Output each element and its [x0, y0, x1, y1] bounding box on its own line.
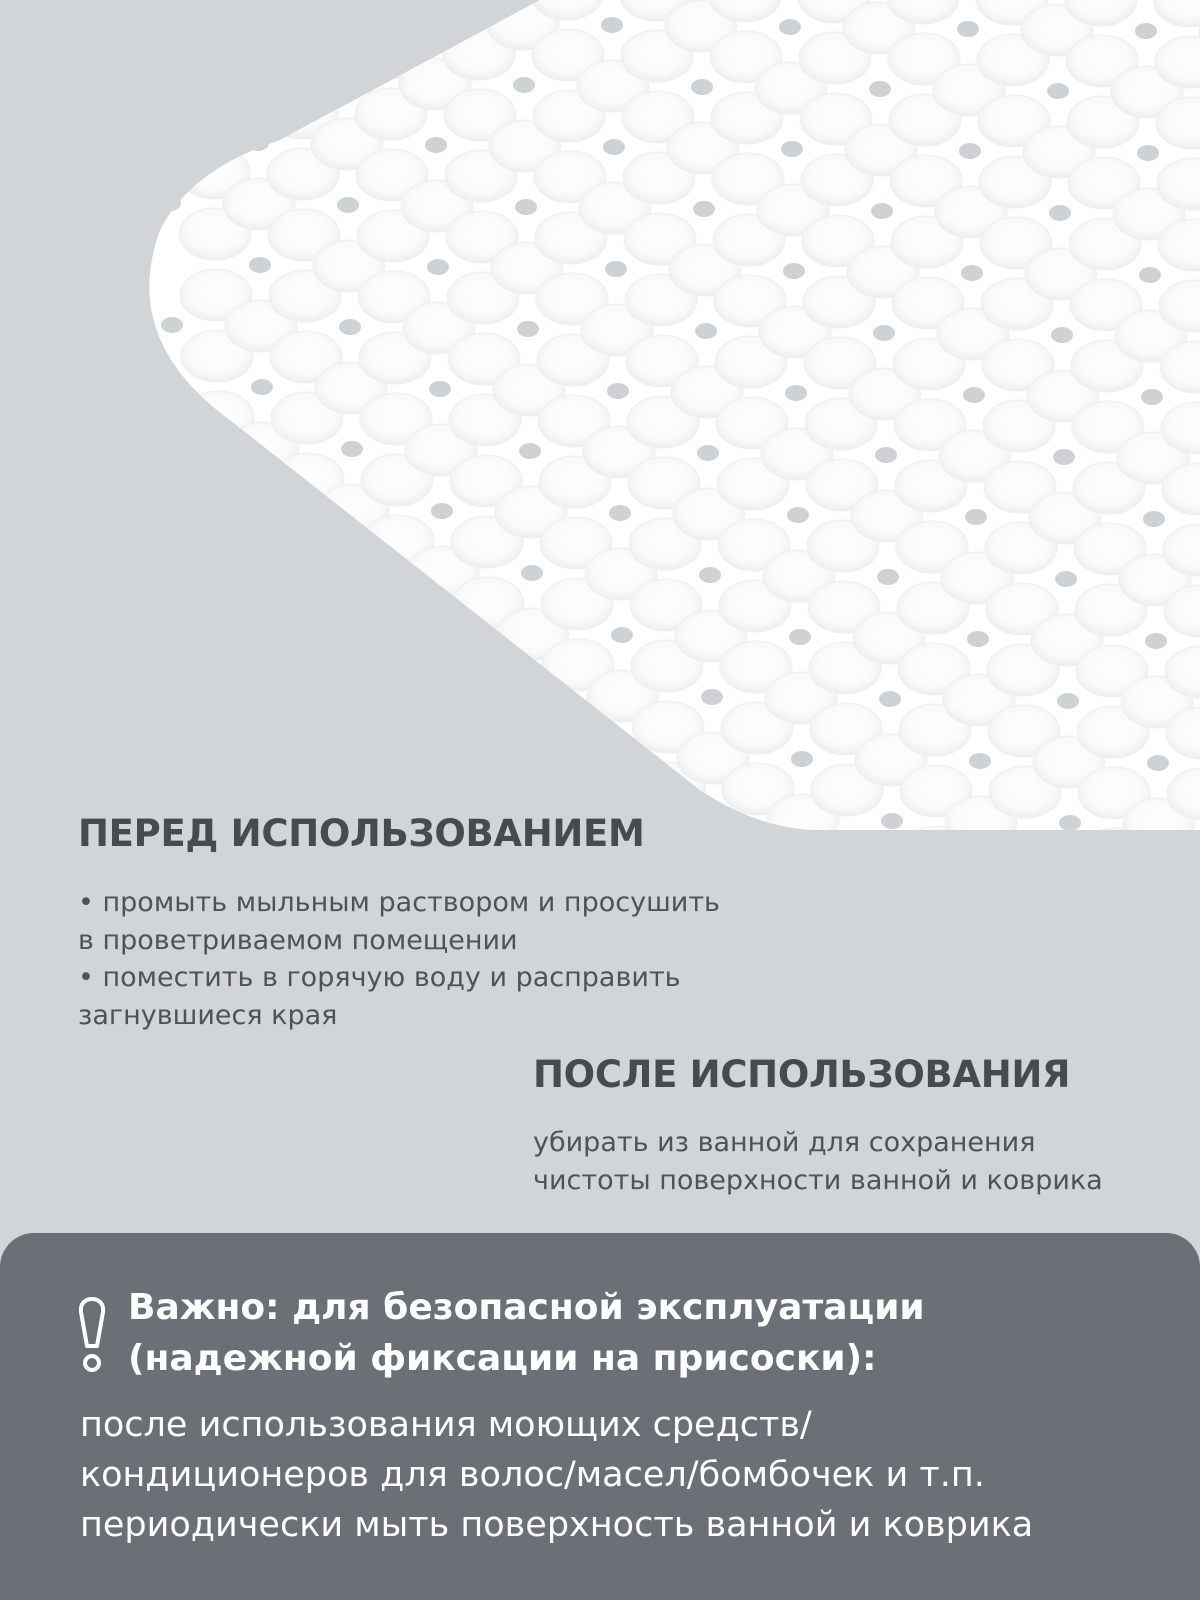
exclamation-icon — [76, 1296, 108, 1376]
mat-bump — [442, 0, 514, 19]
mat-bump — [1079, 828, 1151, 880]
mat-bump — [265, 26, 337, 78]
mat-hole — [521, 565, 543, 581]
mat-hole — [879, 691, 901, 707]
mat-hole — [603, 139, 625, 155]
mat-bump — [901, 826, 973, 878]
mat-bump — [454, 699, 526, 751]
mat-hole — [247, 135, 269, 151]
mat-hole — [429, 381, 451, 397]
mat-hole — [1141, 389, 1163, 405]
before-use-section — [78, 812, 798, 1034]
mat-hole — [513, 77, 535, 93]
mat-hole — [159, 195, 181, 211]
mat-bump — [366, 759, 438, 811]
mat-hole — [1051, 327, 1073, 343]
mat-hole — [1145, 633, 1167, 649]
mat-bump — [264, 0, 336, 17]
after-use-text — [533, 1124, 1193, 1199]
mat-hole — [435, 747, 457, 763]
mat-hole — [257, 745, 279, 761]
notice-title-line: Важно: для безопасной эксплуатации — [128, 1287, 925, 1328]
mat-bump — [364, 637, 436, 689]
mat-hole — [165, 561, 187, 577]
mat-bump — [309, 0, 381, 48]
mat-hole — [423, 15, 445, 31]
mat-hole — [605, 261, 627, 277]
mat-hole — [427, 259, 449, 275]
mat-hole — [341, 441, 363, 457]
mat-hole — [345, 685, 367, 701]
mat-bump — [231, 666, 303, 718]
notice-title — [128, 1282, 1178, 1384]
mat-hole — [523, 687, 545, 703]
mat-bump — [276, 697, 348, 749]
mat-bump — [186, 635, 258, 687]
mat-hole — [245, 13, 267, 29]
mat-hole — [961, 265, 983, 281]
mat-hole — [433, 625, 455, 641]
mat-hole — [255, 623, 277, 639]
mat-hole — [517, 321, 539, 337]
mat-bump — [229, 544, 301, 596]
mat-hole — [785, 385, 807, 401]
mat-hole — [959, 143, 981, 159]
mat-hole — [1143, 511, 1165, 527]
mat-bump — [277, 758, 349, 810]
mat-hole — [601, 17, 623, 33]
mat-hole — [337, 197, 359, 213]
mat-hole — [873, 325, 895, 341]
after-use-line: чистоты поверхности ванной и коврика — [533, 1164, 1103, 1196]
mat-hole — [163, 439, 185, 455]
before-use-line: загнувшиеся края — [78, 999, 338, 1031]
mat-hole — [1053, 449, 1075, 465]
mat-hole — [967, 631, 989, 647]
mat-bump — [274, 575, 346, 627]
mat-hole — [1055, 571, 1077, 587]
mat-hole — [875, 447, 897, 463]
mat-hole — [609, 505, 631, 521]
after-use-title: ПОСЛЕ ИСПОЛЬЗОВАНИЯ — [533, 1053, 1071, 1096]
mat-hole — [691, 79, 713, 95]
mat-bump — [409, 668, 481, 720]
notice-body-line: периодически мыть поверхность ванной и коврика — [80, 1505, 1034, 1545]
mat-hole — [161, 317, 183, 333]
mat-hole — [1057, 693, 1079, 709]
mat-hole — [869, 81, 891, 97]
mat-hole — [339, 319, 361, 335]
mat-hole — [1139, 267, 1161, 283]
notice-body-line: кондиционеров для волос/масел/бомбочек и т.п. — [80, 1455, 985, 1495]
notice-body-line: после использования моющих средств/ — [80, 1405, 812, 1445]
mat-bump — [353, 0, 425, 18]
mat-hole — [249, 257, 271, 273]
mat-hole — [957, 21, 979, 37]
mat-hole — [251, 379, 273, 395]
mat-hole — [611, 627, 633, 643]
mat-hole — [1049, 205, 1071, 221]
mat-bump — [185, 574, 257, 626]
mat-hole — [881, 813, 903, 829]
mat-hole — [1135, 23, 1157, 39]
mat-hole — [877, 569, 899, 585]
mat-hole — [779, 19, 801, 35]
mat-bump — [455, 760, 527, 812]
mat-bump — [182, 391, 254, 443]
after-use-section — [533, 1053, 1193, 1199]
notice-body — [80, 1400, 1180, 1550]
mat-hole — [701, 689, 723, 705]
mat-hole — [699, 567, 721, 583]
mat-hole — [515, 199, 537, 215]
before-use-text — [78, 884, 798, 1034]
mat-bump — [184, 513, 256, 565]
mat-hole — [425, 137, 447, 153]
mat-bump — [221, 56, 293, 108]
mat-hole — [781, 141, 803, 157]
mat-hole — [613, 749, 635, 765]
mat-hole — [519, 443, 541, 459]
before-use-line: в проветриваемом помещении — [78, 924, 518, 956]
mat-bump — [273, 514, 345, 566]
mat-hole — [335, 75, 357, 91]
mat-bump — [453, 638, 525, 690]
mat-hole — [783, 263, 805, 279]
after-use-line: убирать из ванной для сохранения — [533, 1127, 1036, 1158]
mat-bump — [363, 576, 435, 628]
before-use-line: • поместить в горячую воду и расправить — [78, 962, 681, 993]
mat-bump — [544, 761, 616, 813]
mat-bump — [275, 636, 347, 688]
mat-hole — [787, 507, 809, 523]
mat-hole — [157, 73, 179, 89]
mat-hole — [431, 503, 453, 519]
mat-bump — [176, 25, 248, 77]
mat-hole — [1059, 815, 1081, 831]
mat-hole — [343, 563, 365, 579]
mat-hole — [1047, 83, 1069, 99]
before-use-title: ПЕРЕД ИСПОЛЬЗОВАНИЕМ — [78, 812, 645, 855]
mat-hole — [693, 201, 715, 217]
mat-bump — [187, 696, 259, 748]
mat-bump — [499, 730, 571, 782]
mat-bump — [365, 698, 437, 750]
mat-bump — [183, 452, 255, 504]
mat-bump — [321, 728, 393, 780]
mat-bump — [319, 606, 391, 658]
mat-hole — [965, 509, 987, 525]
mat-hole — [1137, 145, 1159, 161]
mat-hole — [871, 203, 893, 219]
mat-hole — [697, 445, 719, 461]
mat-hole — [963, 387, 985, 403]
mat-hole — [607, 383, 629, 399]
before-use-line: • промыть мыльным раствором и просушить — [78, 887, 720, 918]
mat-hole — [789, 629, 811, 645]
mat-hole — [791, 751, 813, 767]
notice-title-line: (надежной фиксации на присоски): — [128, 1338, 877, 1379]
mat-hole — [253, 501, 275, 517]
mat-hole — [167, 683, 189, 699]
mat-hole — [969, 753, 991, 769]
mat-hole — [695, 323, 717, 339]
mat-bump — [177, 86, 249, 138]
mat-hole — [1147, 755, 1169, 771]
